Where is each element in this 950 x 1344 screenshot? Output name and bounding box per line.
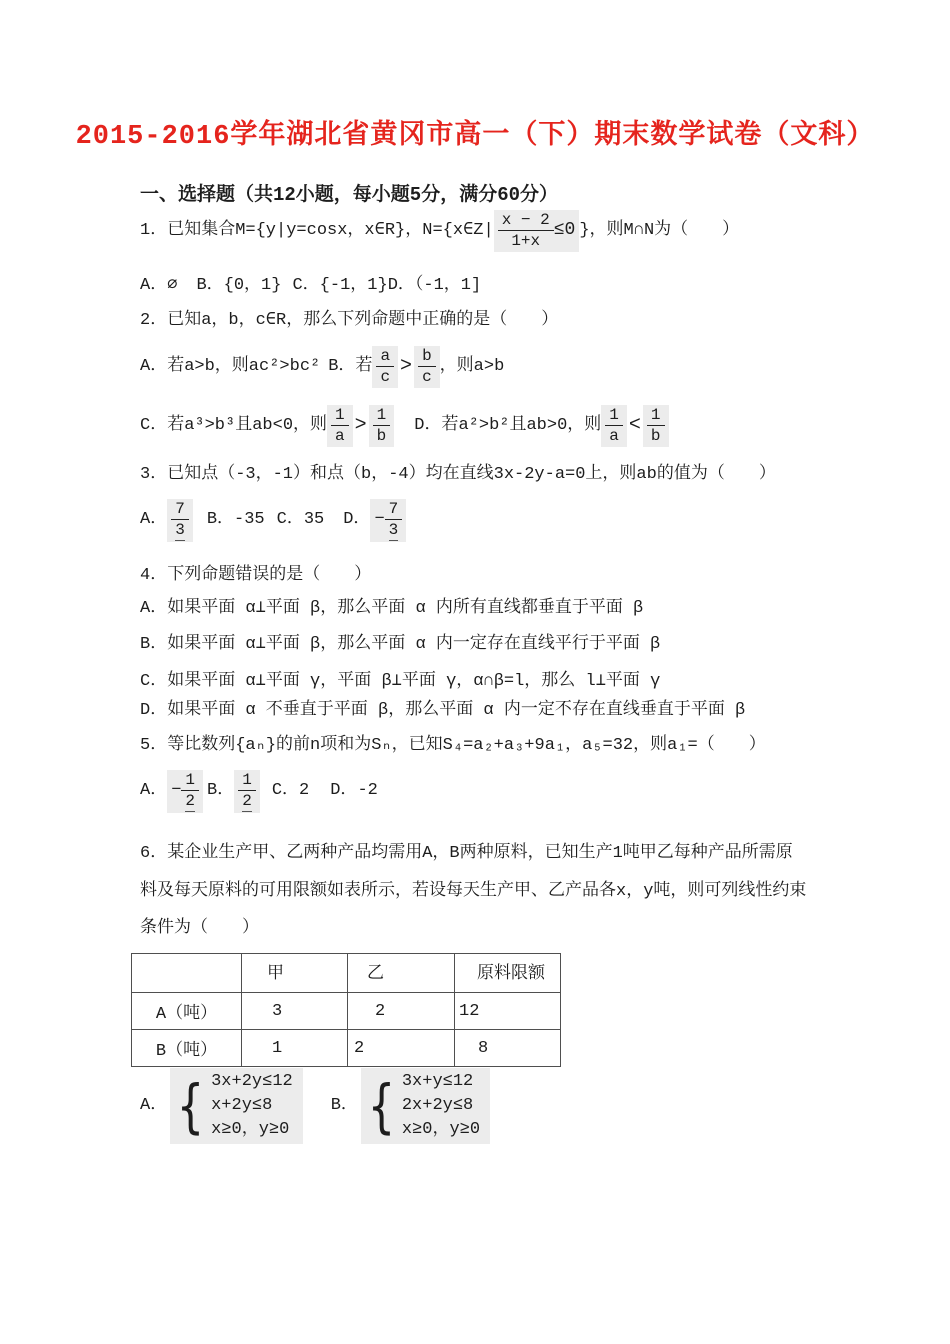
fraction-numerator: 1 xyxy=(238,771,256,791)
option-b xyxy=(207,510,265,530)
left-brace: { xyxy=(176,1072,205,1140)
option-d-text: （-1，1] xyxy=(414,276,482,295)
option-d-label: D． xyxy=(343,510,371,530)
inequality-line: x+2y≤8 xyxy=(211,1096,273,1115)
b-fraction-2 xyxy=(414,346,440,388)
option-a-label: A． xyxy=(140,1095,168,1115)
section-heading: 一、选择题（共12小题，每小题5分，满分60分） xyxy=(140,184,559,206)
fraction xyxy=(376,347,394,387)
option-a xyxy=(140,357,320,377)
option-a-label: A． xyxy=(140,356,168,376)
question-6-options xyxy=(140,1068,490,1144)
q5-stem-text: 5．等比数列{aₙ}的前n项和为Sₙ，已知S₄=a₂+a₃+9a₁，a₅=32，则a₁=（ ） xyxy=(140,736,766,755)
question-6-stem-line3 xyxy=(140,919,259,939)
option-b-label: B． xyxy=(206,510,235,530)
question-4-option-d xyxy=(140,701,745,721)
fraction xyxy=(418,347,436,387)
fraction-denominator: b xyxy=(376,427,387,446)
question-1-options xyxy=(140,276,481,296)
option-d-label: D． xyxy=(140,701,168,720)
option-c-pre: 若a³>b³且ab<0，则 xyxy=(167,415,328,435)
option-b-system xyxy=(361,1068,490,1144)
option-d xyxy=(330,781,378,801)
greater-than-sign: > xyxy=(354,413,367,437)
q6-line1-text: 6．某企业生产甲、乙两种产品均需用A，B两种原料，已知生产1吨甲乙每种产品所需原 xyxy=(140,844,793,863)
system-b-lines xyxy=(402,1070,480,1142)
fraction xyxy=(373,406,391,446)
option-c-label: C． xyxy=(292,276,320,295)
option-c xyxy=(292,276,387,296)
greater-than-sign: > xyxy=(400,354,413,378)
question-4-option-c xyxy=(140,672,660,692)
less-than-sign: < xyxy=(628,413,641,437)
system-a-lines xyxy=(211,1070,293,1142)
option-a xyxy=(140,276,177,296)
d-fraction xyxy=(370,499,406,542)
fraction-numerator: 1 xyxy=(605,406,623,426)
option-c-text: 35 xyxy=(303,510,325,530)
fraction-denominator: 3 xyxy=(175,521,185,540)
table-row xyxy=(132,1030,561,1067)
option-b-label: B． xyxy=(140,635,168,654)
option-a-text: 如果平面 α⊥平面 β，那么平面 α 内所有直线都垂直于平面 β xyxy=(167,599,644,618)
option-d xyxy=(343,499,406,542)
fraction-numerator: 7 xyxy=(385,500,403,520)
minus-sign: − xyxy=(171,781,182,801)
row-a-yi: 2 xyxy=(348,993,455,1030)
option-c-text: 如果平面 α⊥平面 γ，平面 β⊥平面 γ，α∩β=l，那么 l⊥平面 γ xyxy=(167,672,661,691)
table-row xyxy=(132,993,561,1030)
q1-inequality: ≤0 xyxy=(553,220,576,241)
option-a xyxy=(140,499,193,542)
fraction-denominator: c xyxy=(422,368,432,387)
option-a-text: ∅ xyxy=(167,276,178,295)
option-c-label: C． xyxy=(271,781,300,801)
row-b-jia: 1 xyxy=(242,1030,348,1067)
b-fraction xyxy=(234,770,260,813)
option-c-label: C． xyxy=(140,415,168,435)
option-b xyxy=(207,770,260,813)
option-b-label: B． xyxy=(328,356,356,376)
fraction-denominator: b xyxy=(650,427,661,446)
b-fraction-1 xyxy=(372,346,398,388)
q1-stem-pre: 1．已知集合M={y|y=cosx，x∈R}，N={x∈Z| xyxy=(140,220,494,240)
fraction xyxy=(498,211,554,251)
option-a-label: A． xyxy=(140,599,168,618)
row-b-limit: 8 xyxy=(455,1030,561,1067)
c-fraction-1 xyxy=(327,405,353,447)
option-b-label: B． xyxy=(330,1095,358,1115)
row-a-jia: 3 xyxy=(242,993,348,1030)
option-a-system xyxy=(170,1068,303,1144)
d-fraction-2 xyxy=(643,405,669,447)
option-b-text: -35 xyxy=(234,510,265,530)
question-4-stem xyxy=(140,566,371,586)
fraction xyxy=(605,406,623,446)
materials-table xyxy=(131,953,561,1067)
option-c-text: 2 xyxy=(299,781,310,801)
option-b xyxy=(328,346,504,388)
option-b-text: 如果平面 α⊥平面 β，那么平面 α 内一定存在直线平行于平面 β xyxy=(167,635,661,654)
inequality-line: x≥0，y≥0 xyxy=(211,1120,290,1139)
question-2-options-ab xyxy=(140,346,504,388)
fraction xyxy=(385,500,403,541)
fraction xyxy=(171,500,189,541)
option-d xyxy=(414,405,668,447)
option-b-text: {0，1} xyxy=(223,276,282,295)
fraction xyxy=(647,406,665,446)
question-2-stem xyxy=(140,311,558,331)
question-1-stem xyxy=(140,210,739,252)
header-empty-cell xyxy=(132,954,242,993)
fraction-denominator: 1+x xyxy=(511,232,541,251)
row-a-limit: 12 xyxy=(455,993,561,1030)
option-c xyxy=(272,781,309,801)
option-a-label: A． xyxy=(140,781,168,801)
fraction-denominator: 2 xyxy=(242,792,252,811)
table-header-row xyxy=(132,954,561,993)
fraction-denominator: a xyxy=(335,427,345,446)
question-2-options-cd xyxy=(140,405,669,447)
row-a-name: A（吨） xyxy=(132,993,242,1030)
q4-stem-text: 4．下列命题错误的是（ ） xyxy=(140,566,372,585)
question-4-option-a xyxy=(140,599,643,619)
option-d-text: -2 xyxy=(357,781,378,801)
a-fraction xyxy=(167,499,193,542)
fraction-numerator: 1 xyxy=(181,771,199,791)
option-b xyxy=(196,276,281,296)
a-fraction xyxy=(167,770,203,813)
option-b-post: ，则a>b xyxy=(439,356,505,376)
fraction xyxy=(331,406,349,446)
left-brace: { xyxy=(367,1072,396,1140)
option-c-label: C． xyxy=(276,510,304,530)
question-3-options xyxy=(140,499,406,542)
fraction xyxy=(238,771,256,812)
row-b-yi: 2 xyxy=(348,1030,455,1067)
q6-line2-text: 料及每天原料的可用限额如表所示，若设每天生产甲、乙产品各x，y吨，则可列线性约束 xyxy=(140,882,807,901)
option-a-label: A． xyxy=(140,510,168,530)
inequality-line: 3x+2y≤12 xyxy=(211,1072,293,1091)
header-limit: 原料限额 xyxy=(455,954,561,993)
row-b-name: B（吨） xyxy=(132,1030,242,1067)
question-5-stem xyxy=(140,736,766,756)
option-b-label: B． xyxy=(196,276,224,295)
exam-title: 2015-2016学年湖北省黄冈市高一（下）期末数学试卷（文科） xyxy=(75,122,875,152)
fraction-denominator: c xyxy=(380,368,391,387)
option-a xyxy=(140,770,203,813)
question-4-option-b xyxy=(140,635,660,655)
fraction-denominator: 3 xyxy=(388,521,399,540)
header-jia: 甲 xyxy=(242,954,348,993)
inequality-line: 2x+2y≤8 xyxy=(401,1096,474,1115)
d-fraction-1 xyxy=(601,405,627,447)
option-d xyxy=(388,276,482,296)
q3-stem-text: 3．已知点（-3，-1）和点（b，-4）均在直线3x-2y-a=0上，则ab的值为（ ） xyxy=(140,465,776,484)
q2-stem-text: 2．已知a，b，c∈R，那么下列命题中正确的是（ ） xyxy=(140,311,559,330)
option-d-pre: 若a²>b²且ab>0，则 xyxy=(441,415,602,435)
option-d-label: D． xyxy=(330,781,358,801)
fraction-numerator: x − 2 xyxy=(498,211,554,231)
header-yi: 乙 xyxy=(348,954,455,993)
option-b-label: B． xyxy=(207,781,235,801)
question-6-stem-line1 xyxy=(140,844,793,864)
option-c-text: {-1，1} xyxy=(319,276,388,295)
inequality-line: 3x+y≤12 xyxy=(401,1072,474,1091)
option-d-label: D． xyxy=(414,415,442,435)
fraction-denominator: 2 xyxy=(185,792,196,811)
option-a-label: A． xyxy=(140,276,168,295)
minus-sign: − xyxy=(374,510,385,530)
fraction-numerator: 1 xyxy=(373,406,391,426)
q6-line3-text: 条件为（ ） xyxy=(140,919,259,938)
option-b-pre: 若 xyxy=(355,356,373,376)
fraction-numerator: 7 xyxy=(171,500,189,520)
fraction-numerator: a xyxy=(376,347,394,367)
fraction-denominator: a xyxy=(609,427,619,446)
option-d-text: 如果平面 α 不垂直于平面 β，那么平面 α 内一定不存在直线垂直于平面 β xyxy=(167,701,746,720)
fraction-numerator: 1 xyxy=(331,406,349,426)
option-a-text: 若a>b，则ac²>bc² xyxy=(167,356,321,376)
q1-formula xyxy=(494,210,580,252)
option-c xyxy=(277,510,325,530)
fraction-numerator: b xyxy=(418,347,436,367)
option-d-label: D． xyxy=(387,276,415,295)
inequality-line: x≥0，y≥0 xyxy=(401,1120,481,1139)
fraction-numerator: 1 xyxy=(647,406,665,426)
option-c xyxy=(140,405,394,447)
fraction xyxy=(181,771,199,812)
q1-stem-post: }，则M∩N为（ ） xyxy=(579,220,740,240)
c-fraction-2 xyxy=(369,405,395,447)
question-6-stem-line2 xyxy=(140,882,806,902)
question-3-stem xyxy=(140,465,776,485)
option-c-label: C． xyxy=(140,672,168,691)
question-5-options xyxy=(140,770,378,813)
